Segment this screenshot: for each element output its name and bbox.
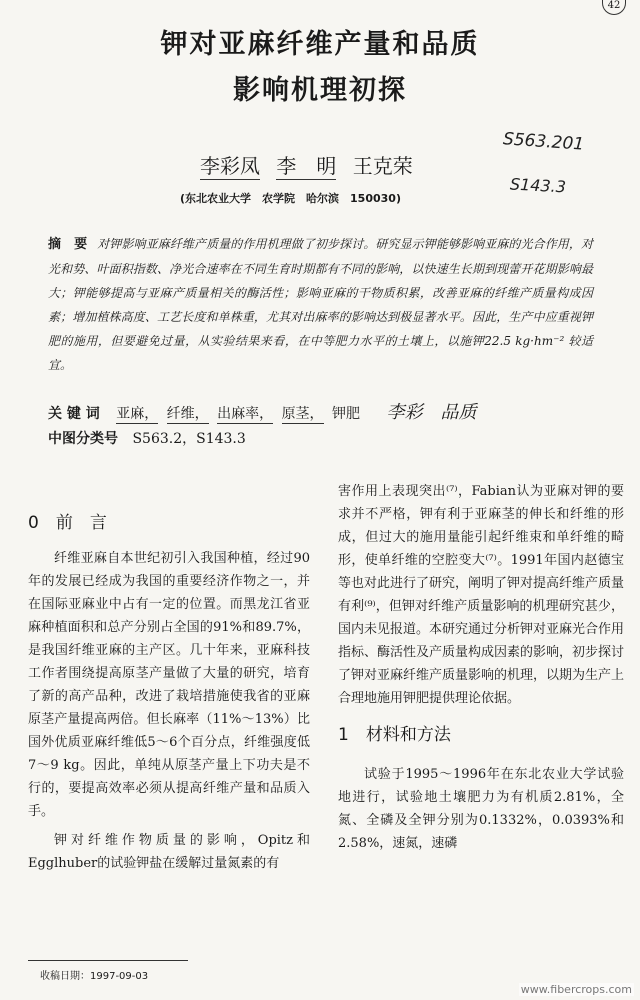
keyword-3: 出麻率， [217,403,273,424]
abstract [48,232,593,377]
watermark: www.fibercrops.com [520,983,632,996]
right-column [338,480,624,861]
classification-label: 中图分类号 [48,431,118,447]
keywords-label: 关 键 词 [48,406,100,422]
footnote-rule [28,960,188,961]
keyword-2: 纤维， [167,403,209,424]
author-2: 李 明 [276,150,336,180]
author-3: 王克荣 [352,154,413,178]
abstract-text: 对钾影响亚麻纤维产质量的作用机理做了初步探讨。研究显示钾能够影响亚麻的光合作用，对光和势、叶面积指数、净光合速率在不同生育时期都有不同的影响，以快速生长期到现蕾开花期影响最大；钾能够提高与亚麻产质量相关的酶活性；影响亚麻的干物质积累，改善亚麻的纤维产质量构成因素；增加植株高度、工艺长度和单株重，尤其对出麻率的影响达到极显著水平。因此，生产中应重视钾肥的施用，但要避免过量，从实验结果来看，在中等肥力水平的土壤上，以施钾22.5 kg·hm⁻² 较适宜。 [48,237,593,372]
author-1: 李彩凤 [200,150,260,180]
title-line-2: 影响机理初探 [233,75,407,106]
corner-mark: 42 [602,0,626,15]
classification [48,428,448,448]
section-heading-methods: 1 材料和方法 [338,725,451,745]
section-heading-intro: 0 前 言 [28,513,107,533]
handwritten-note-1: S563.201 [502,129,585,155]
paragraph: 钾对纤维作物质量的影响，Opitz和Egglhuber的试验钾盐在缓解过量氮素的有 [28,833,310,871]
handwritten-note-2: S143.3 [509,174,567,197]
keywords [48,398,608,424]
keyword-4: 原茎， [282,403,324,424]
title-line-1: 钾对亚麻纤维产量和品质 [160,29,480,60]
paragraph: 害作用上表现突出⁽⁷⁾，Fabian认为亚麻对钾的要求并不严格，钾有利于亚麻茎的伸长和纤维的形成，但过大的施用量能引起纤维束和单纤维的畸形，使单纤维的空腔变大⁽⁷⁾。1991年国内赵德宝等也对此进行了研究，阐明了钾对提高纤维产质量有利⁽⁹⁾，但钾对纤维产质量影响的机理研究甚少，国内未见报道。本研究通过分析钾对亚麻光合作用指标、酶活性及产质量构成因素的影响，初步探讨了钾对亚麻纤维产质量影响的机理，以期为生产上合理地施用钾肥提供理论依据。 [338,484,625,706]
paragraph: 试验于1995～1996年在东北农业大学试验地进行，试验地土壤肥力为有机质2.81%，全氮、全磷及全钾分别为0.1332%，0.0393%和2.58%，速氮，速磷 [338,767,624,851]
affiliation: (东北农业大学 农学院 哈尔滨 150030) [180,192,401,205]
left-column [28,512,310,881]
footnote: 收稿日期：1997-09-03 [40,971,149,982]
keyword-5: 钾肥 [332,406,361,422]
classification-value: S563.2，S143.3 [132,431,246,447]
abstract-label: 摘 要 [48,237,88,252]
keyword-1: 亚麻， [116,403,158,424]
paragraph: 纤维亚麻自本世纪初引入我国种植，经过90年的发展已经成为我国的重要经济作物之一，并在国际亚麻业中占有一定的位置。而黑龙江省亚麻种植面积和总产分别占全国的91%和89.7%，是我国纤维亚麻的主产区。几十年来，亚麻科技工作者围绕提高原茎产量做了大量的研究，培育了新的高产品种，改进了栽培措施使我省的亚麻原茎产量提高两倍。但长麻率（11%～13%）比国外优质亚麻纤维低5～6个百分点，纤维强度低7～9 kg。因此，单纯从原茎产量上下功夫是不行的，要提高效率必须从提高纤维产量和品质入手。 [28,551,310,819]
authors [200,150,460,180]
handwritten-signature: 李彩 品质 [386,402,477,423]
